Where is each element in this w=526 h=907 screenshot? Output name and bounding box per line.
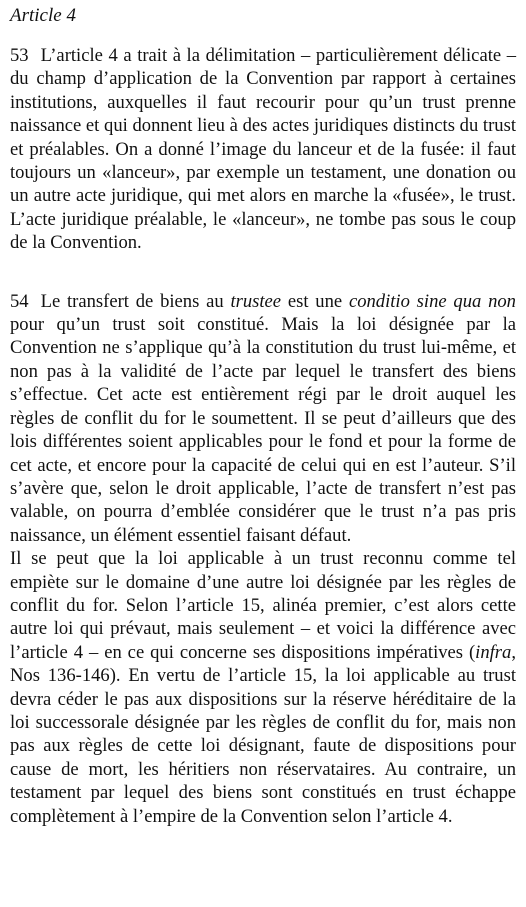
paragraph-number: 53: [10, 45, 29, 66]
italic-term-infra: infra: [475, 641, 512, 663]
paragraph-gap: [10, 255, 516, 290]
text-segment: Il se peut que la loi applicable à un trust reconnu comme tel empiète sur le domaine d’une autre loi désignée par les règles de conflit du for. Selon l’article 15, alinéa premier, c’est alors cette autre loi qui prévaut, mais seulement – et voici la différence avec l’article 4 – en ce qui concerne ses dispositions impératives (: [10, 548, 516, 663]
paragraph-54: [10, 290, 516, 547]
text-segment: , Nos 136-146). En vertu de l’article 15, la loi applicable au trust devra céder le pas aux dispositions sur la réserve héréditaire de la loi successorale désignée par les règles de conflit du for, mais non pas aux règles de cette loi désignant, faute de dispositions pour cause de mort, les héritiers non réservataires. Au contraire, un testament par lequel des biens sont constitués en trust échappe complètement à l’empire de la Convention selon l’article 4.: [10, 641, 516, 827]
text-segment: est une: [281, 290, 349, 312]
paragraph-text: L’article 4 a trait à la délimitation – particulièrement délicate – du champ d’application de la Convention par rapport à certaines institutions, auxquelles il faut recourir pour qu’un trust prenne naissance et qui donnent lieu à des actes juridiques distincts du trust et préalables. On a donné l’image du lanceur et de la fusée: il faut toujours un «lanceur», par exemple un testament, une donation ou un autre acte juridique, qui met alors en marche la «fusée», le trust. L’acte juridique préalable, le «lanceur», ne tombe pas sous le coup de la Convention.: [10, 45, 516, 254]
paragraph-53: [10, 44, 516, 255]
italic-term-conditio: conditio sine qua non: [348, 290, 516, 312]
text-segment: pour qu’un trust soit constitué. Mais la loi désignée par la Convention ne s’applique qu’à la constitution du trust lui-même, et non pas à la validité de l’acte par lequel le transfert des biens s’effectue. Cet acte est entièrement régi par le droit auquel les règles de conflit du for le soumettent. Il se peut d’ailleurs que des lois différentes soient applicables pour le fond et pour la forme de cet acte, et encore pour la capacité de celui qui en est l’auteur. S’il s’avère que, selon le droit applicable, l’acte de transfert n’est pas valable, on pourra d’emblée considérer que le trust n’a pas pris naissance, un élément essentiel faisant défaut.: [10, 314, 516, 546]
paragraph-54-continued: [10, 547, 516, 828]
text-segment: Le transfert de biens au: [40, 290, 231, 312]
document-page: [10, 4, 516, 828]
italic-term-trustee: trustee: [230, 290, 282, 312]
article-heading: Article 4: [10, 5, 76, 26]
paragraph-number: 54: [10, 290, 29, 312]
